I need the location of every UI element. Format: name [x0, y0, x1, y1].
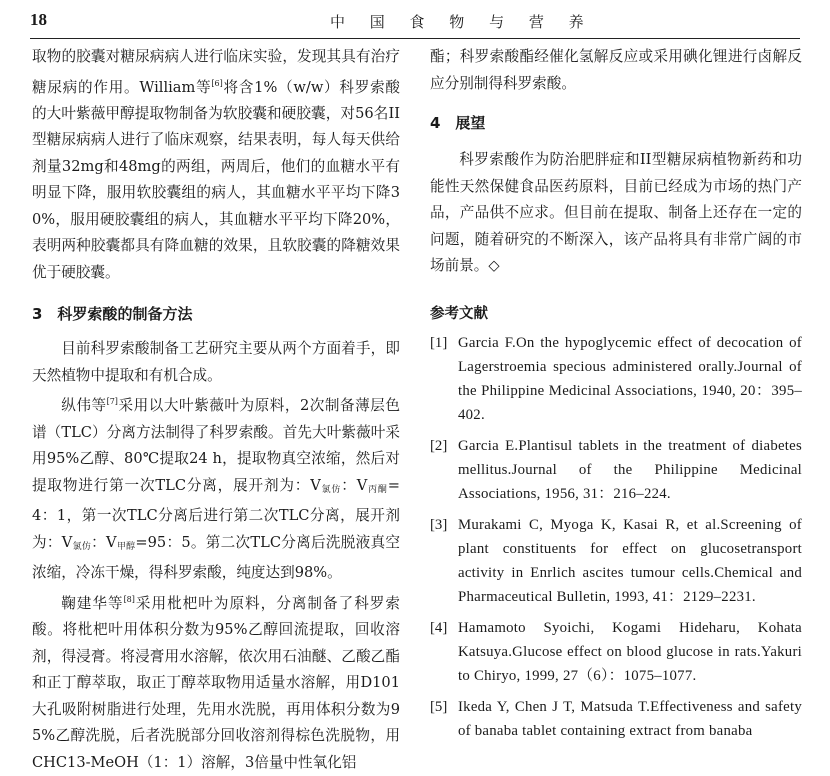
paragraph-synthesis-end: 酯；科罗索酸酯经催化氢解反应或采用碘化锂进行卤解反应分别制得科罗索酸。: [430, 48, 802, 92]
citation: [6]: [211, 78, 223, 88]
reference-text: Garcia E.Plantisul tablets in the treatment of diabetes mellitus.Journal of the Philippine Medicinal Associations, 1956, 31：216–224.: [458, 437, 802, 502]
reference-item: [430, 513, 802, 609]
reference-item: [430, 695, 802, 743]
reference-text: Ikeda Y, Chen J T, Matsuda T.Effectiveness and safety of banaba tablet containing extract from banaba: [458, 698, 802, 739]
references-heading: 参考文献: [430, 305, 488, 322]
left-column: [32, 44, 400, 776]
page-header: [30, 0, 800, 39]
subscript-methanol: 甲醇: [116, 541, 136, 552]
reference-item: [430, 434, 802, 506]
reference-index: [3]: [430, 516, 448, 533]
paragraph-loquat-method: 鞠建华等[8]采用枇杷叶为原料，分离制备了科罗索酸。将枇杷叶用体积分数为95%乙醇回流提取，回收溶剂，得浸膏。将浸膏用水溶解，依次用石油醚、乙酸乙酯和正丁醇萃取，取正丁醇萃取物用适量水溶解，用D101大孔吸附树脂进行处理，先用水洗脱，再用体积分数为95%乙醇洗脱，后者洗脱部分回收溶剂得棕色洗脱物，用CHC13-MeOH（1：1）溶解，3倍量中性氧化铝: [32, 594, 400, 771]
reference-index: [1]: [430, 334, 448, 351]
reference-list: [430, 331, 802, 743]
subscript-propanone: 丙酮: [367, 484, 388, 495]
subscript-chloroform-2: 氯仿: [72, 541, 92, 552]
page-number: 18: [30, 10, 47, 29]
journal-title: 中 国 食 物 与 营 养: [330, 13, 594, 31]
reference-text: Murakami C, Myoga K, Kasai R, et al.Screening of plant constituents for effect on glucosetransport activity in Enrlich ascites tumour cells.Chemical and Pharmaceutical Bulletin, 1993, 41：2129–2231.: [458, 516, 802, 605]
subscript-chloroform: 氯仿: [320, 484, 342, 495]
citation: [8]: [123, 594, 135, 604]
reference-text: Hamamoto Syoichi, Kogami Hideharu, Kohata Katsuya.Glucose effect on blood glucose in rats.Yakuri to Chiryo, 1999, 27（6）：1075–1077.: [458, 619, 802, 684]
reference-item: [430, 331, 802, 427]
paragraph-methods-intro: 目前科罗索酸制备工艺研究主要从两个方面着手，即天然植物中提取和有机合成。: [32, 340, 400, 384]
reference-index: [4]: [430, 619, 448, 636]
reference-item: [430, 616, 802, 688]
citation: [7]: [106, 397, 118, 407]
reference-index: [2]: [430, 437, 448, 454]
section-heading-3: 3 科罗索酸的制备方法: [32, 305, 193, 324]
reference-text: Garcia F.On the hypoglycemic effect of decocation of Lagerstroemia specious administered orally.Journal of the Philippine Medicinal Associations, 1940, 20：395–402.: [458, 334, 802, 423]
reference-index: [5]: [430, 698, 448, 715]
section-heading-4: 4 展望: [430, 114, 486, 132]
paragraph-clinical-trials: 取物的胶囊对糖尿病病人进行临床实验，发现其具有治疗糖尿病的作用。William等[6]将含1%（w/w）科罗索酸的大叶紫薇甲醇提取物制备为软胶囊和硬胶囊，对56名II型糖尿病病人进行了临床观察，结果表明，每人每天供给剂量32mg和48mg的两组，两周后，他们的血糖水平有明显下降，服用软胶囊组的病人，其血糖水平平均下降30%，服用硬胶囊组的病人，其血糖水平平均下降20%，表明两种胶囊都具有降血糖的效果，且软胶囊的降糖效果优于硬胶囊。: [32, 48, 400, 281]
right-column: [430, 44, 802, 743]
paragraph-outlook: 科罗索酸作为防治肥胖症和II型糖尿病植物新药和功能性天然保健食品医药原料，目前已经成为市场的热门产品，产品供不应求。但目前在提取、制备上还存在一定的问题，随着研究的不断深入，该产品将具有非常广阔的市场前景。◇: [430, 151, 802, 274]
paragraph-tlc-method: 纵伟等[7]采用以大叶紫薇叶为原料，2次制备薄层色谱（TLC）分离方法制得了科罗索酸。首先大叶紫薇叶采用95%乙醇、80℃提取24 h，提取物真空浓缩，然后对提取物进行第一次TLC分离，展开剂为：$V_{氯仿}$：$V_{丙酮}=4$：1，第一次TLC分离后进行第二次TLC分离，展开剂为：$V_{氯仿}$：$V_{甲醇}=95$：5。第二次TLC分离后洗脱液真空浓缩，冷冻干燥，得科罗索酸，纯度达到98%。: [32, 397, 400, 582]
